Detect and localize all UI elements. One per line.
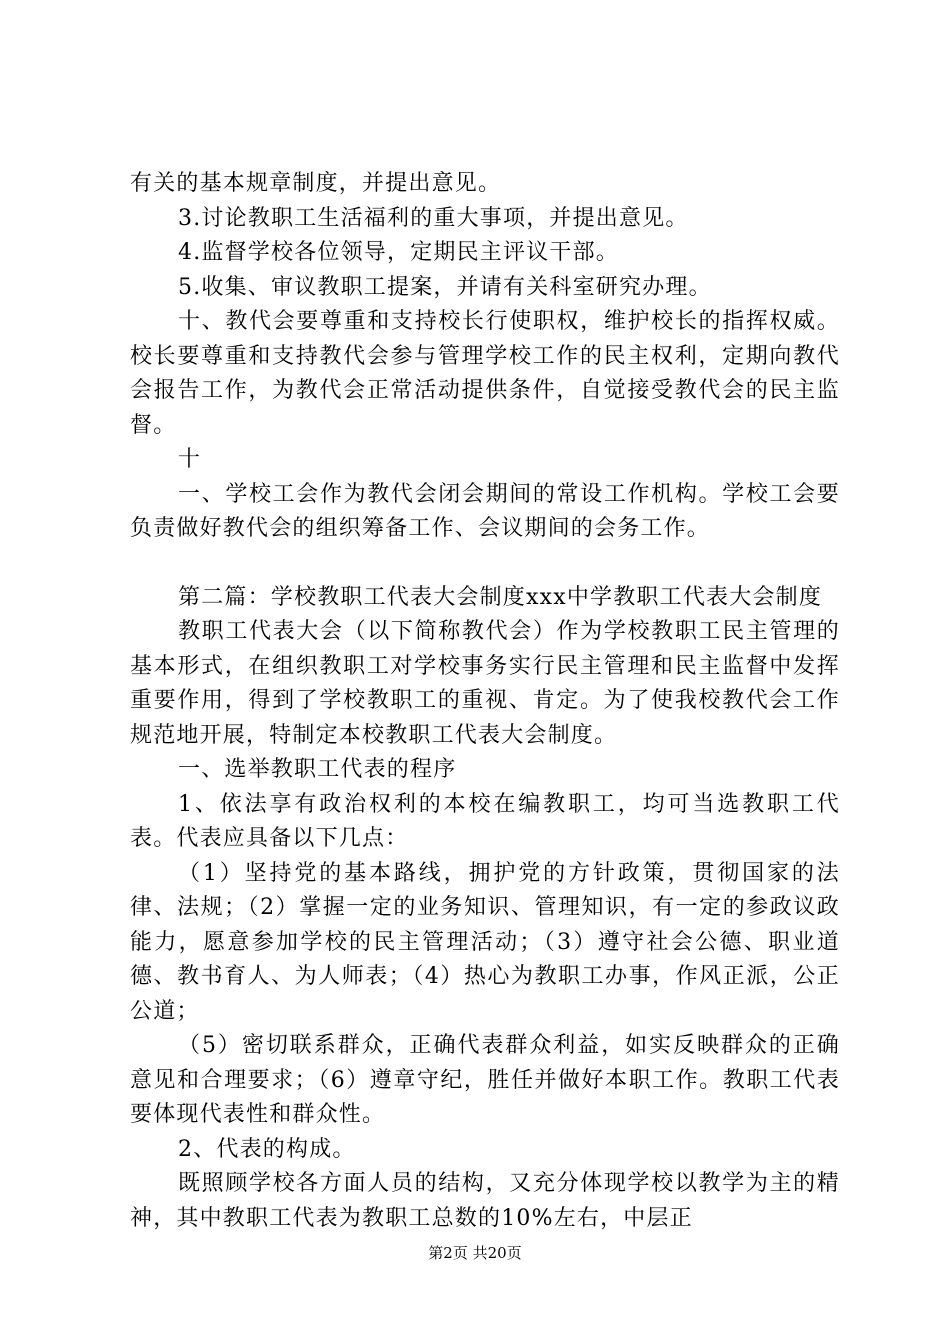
page-number-footer: 第2页 共20页 [428,1244,522,1262]
paragraph: （5）密切联系群众，正确代表群众利益，如实反映群众的正确意见和合理要求；（6）遵章守纪，胜任并做好本职工作。教职工代表要体现代表性和群众性。 [130,1033,840,1127]
paragraph: 十、教代会要尊重和支持校长行使职权，维护校长的指挥权威。校长要尊重和支持教代会参与管理学校工作的民主权利，定期向教代会报告工作，为教代会正常活动提供条件，自觉接受教代会的民主监督。 [130,309,840,438]
paragraph: 1、依法享有政治权利的本校在编教职工，均可当选教职工代表。代表应具备以下几点： [130,791,840,851]
paragraph: 3.讨论教职工生活福利的重大事项，并提出意见。 [178,205,689,231]
paragraph: 一、选举教职工代表的程序 [178,757,457,782]
paragraph: 既照顾学校各方面人员的结构，又充分体现学校以教学为主的精神，其中教职工代表为教职工总数的10%左右，中层正 [130,1171,840,1231]
section-heading: 第二篇：学校教职工代表大会制度xxx中学教职工代表大会制度 [178,584,823,610]
paragraph-gap [130,547,840,581]
paragraph: 4.监督学校各位领导，定期民主评议干部。 [178,240,619,265]
paragraph: （1）坚持党的基本路线，拥护党的方针政策，贯彻国家的法律、法规；（2）掌握一定的业务知识、管理知识，有一定的参政议政能力，愿意参加学校的民主管理活动；（3）遵守社会公德、职业道德、教书育人、为人师表；（4）热心为教职工办事，作风正派，公正公道； [130,860,840,1024]
paragraph: 十 [178,447,202,472]
paragraph: 教职工代表大会（以下简称教代会）作为学校教职工民主管理的基本形式，在组织教职工对学校事务实行民主管理和民主监督中发挥重要作用，得到了学校教职工的重视、肯定。为了使我校教代会工作规范地开展，特制定本校教职工代表大会制度。 [130,619,840,748]
paragraph: 一、学校工会作为教代会闭会期间的常设工作机构。学校工会要负责做好教代会的组织筹备工作、会议期间的会务工作。 [130,481,840,541]
paragraph: 5.收集、审议教职工提案，并请有关科室研究办理。 [178,274,712,300]
paragraph: 有关的基本规章制度，并提出意见。 [130,171,502,196]
paragraph: 2、代表的构成。 [178,1136,356,1162]
document-body [130,167,840,1236]
